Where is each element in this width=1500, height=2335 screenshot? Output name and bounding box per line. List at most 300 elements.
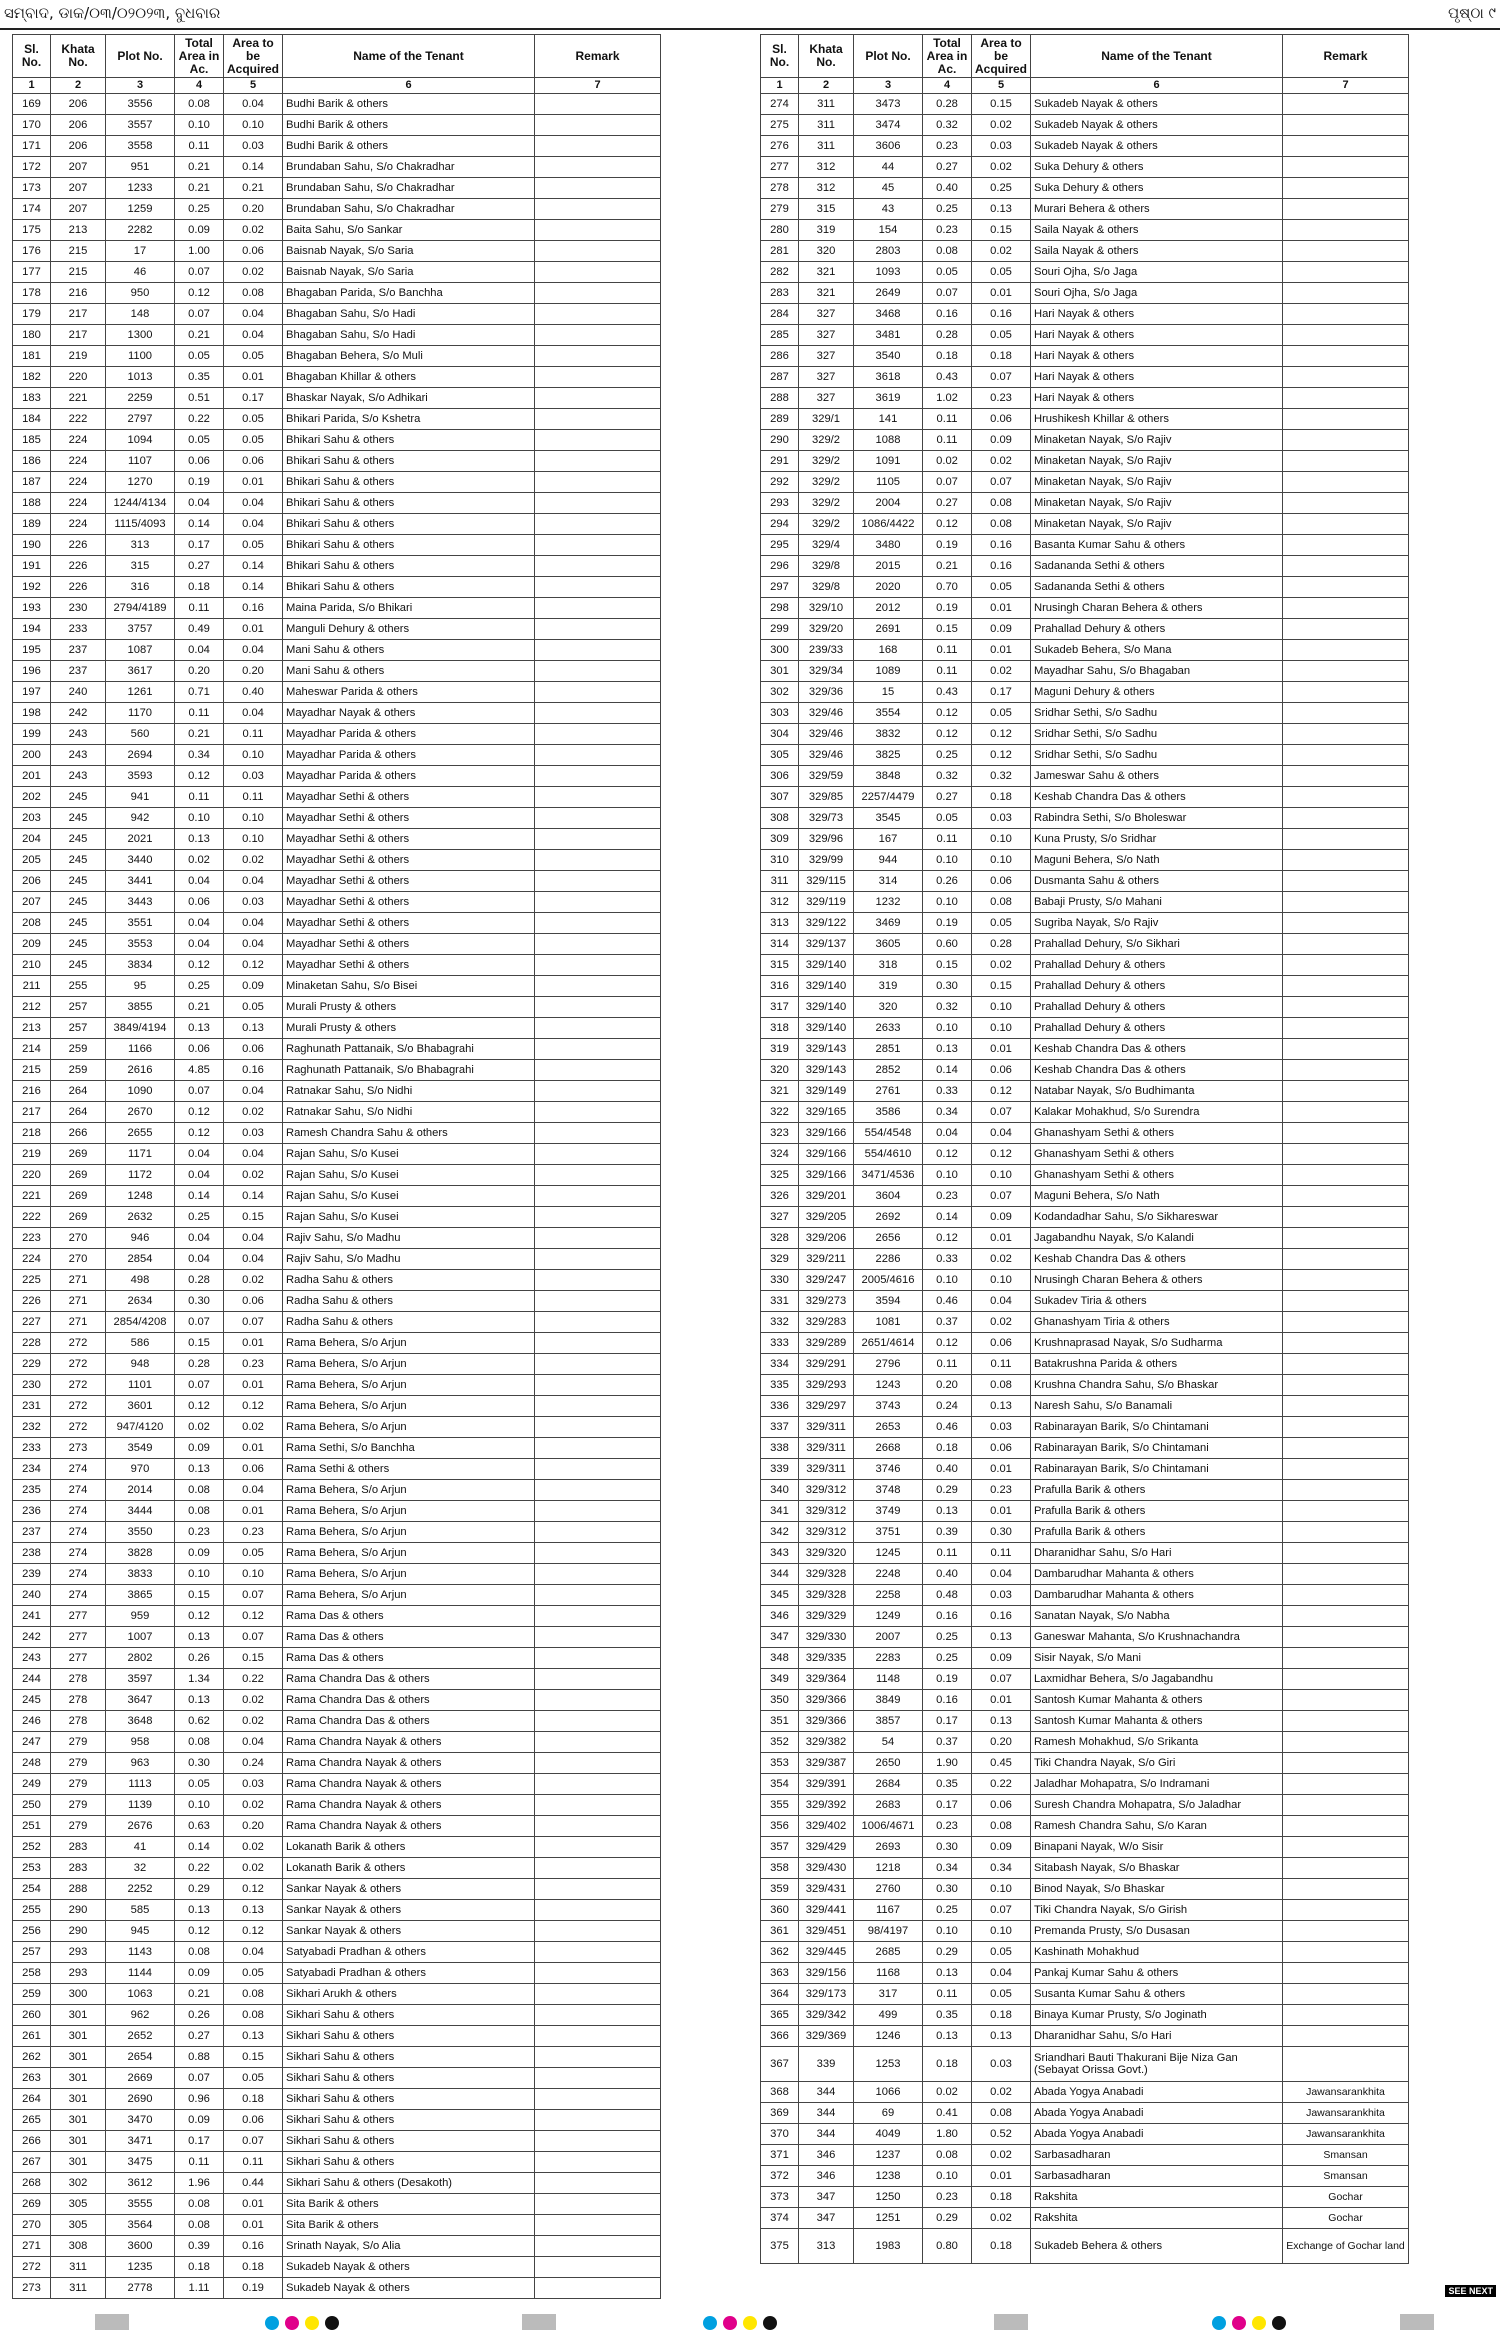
cell-plot-no: 98/4197 <box>854 1921 923 1942</box>
cell-plot-no: 3441 <box>106 871 175 892</box>
cell-khata-no: 329/382 <box>799 1732 854 1753</box>
table-row <box>761 1753 1409 1774</box>
cell-khata-no: 272 <box>51 1354 106 1375</box>
table-row <box>13 913 661 934</box>
cell-sl-no: 361 <box>761 1921 799 1942</box>
cell-plot-no: 1244/4134 <box>106 493 175 514</box>
cell-tenant-name: Rama Behera, S/o Arjun <box>283 1564 535 1585</box>
table-row <box>13 766 661 787</box>
cell-sl-no: 373 <box>761 2187 799 2208</box>
table-row <box>13 1270 661 1291</box>
cell-remark <box>1283 1270 1409 1291</box>
registration-grey-block <box>522 2314 556 2330</box>
cell-area-acquired: 0.13 <box>972 1627 1031 1648</box>
cell-area-acquired: 0.04 <box>224 1228 283 1249</box>
cell-khata-no: 329/96 <box>799 829 854 850</box>
cell-tenant-name: Budhi Barik & others <box>283 136 535 157</box>
cell-plot-no: 1013 <box>106 367 175 388</box>
cell-sl-no: 340 <box>761 1480 799 1501</box>
cell-total-area: 0.12 <box>175 1102 224 1123</box>
cell-tenant-name: Susanta Kumar Sahu & others <box>1031 1984 1283 2005</box>
cell-remark <box>535 997 661 1018</box>
cell-remark <box>535 850 661 871</box>
cell-sl-no: 341 <box>761 1501 799 1522</box>
cell-remark <box>535 157 661 178</box>
table-row <box>761 1795 1409 1816</box>
cell-total-area: 0.10 <box>175 1564 224 1585</box>
cell-plot-no: 3586 <box>854 1102 923 1123</box>
cell-total-area: 0.48 <box>923 1585 972 1606</box>
cell-plot-no: 3848 <box>854 766 923 787</box>
cell-area-acquired: 0.05 <box>224 1543 283 1564</box>
cell-khata-no: 329/273 <box>799 1291 854 1312</box>
cell-sl-no: 323 <box>761 1123 799 1144</box>
cell-plot-no: 2656 <box>854 1228 923 1249</box>
cell-sl-no: 369 <box>761 2103 799 2124</box>
cell-plot-no: 2778 <box>106 2278 175 2299</box>
cell-remark <box>535 829 661 850</box>
cell-khata-no: 329/173 <box>799 1984 854 2005</box>
table-row <box>761 1417 1409 1438</box>
cell-khata-no: 219 <box>51 346 106 367</box>
cell-sl-no: 240 <box>13 1585 51 1606</box>
cell-plot-no: 317 <box>854 1984 923 2005</box>
cell-area-acquired: 0.14 <box>224 1186 283 1207</box>
table-row <box>761 577 1409 598</box>
cell-sl-no: 269 <box>13 2194 51 2215</box>
cell-khata-no: 206 <box>51 94 106 115</box>
cell-sl-no: 292 <box>761 472 799 493</box>
cell-area-acquired: 0.02 <box>972 661 1031 682</box>
cell-total-area: 0.02 <box>923 451 972 472</box>
cell-sl-no: 195 <box>13 640 51 661</box>
cell-total-area: 0.27 <box>923 157 972 178</box>
cell-plot-no: 1270 <box>106 472 175 493</box>
cell-plot-no: 1172 <box>106 1165 175 1186</box>
cell-area-acquired: 0.02 <box>972 955 1031 976</box>
cell-tenant-name: Nrusingh Charan Behera & others <box>1031 598 1283 619</box>
col-number: 4 <box>923 78 972 94</box>
cell-tenant-name: Mayadhar Sethi & others <box>283 850 535 871</box>
table-row <box>761 913 1409 934</box>
cell-area-acquired: 0.10 <box>972 829 1031 850</box>
cell-khata-no: 274 <box>51 1480 106 1501</box>
cell-plot-no: 1144 <box>106 1963 175 1984</box>
cell-khata-no: 221 <box>51 388 106 409</box>
cell-total-area: 0.25 <box>175 199 224 220</box>
cell-area-acquired: 0.02 <box>224 1417 283 1438</box>
cell-tenant-name: Hari Nayak & others <box>1031 367 1283 388</box>
cell-total-area: 0.04 <box>175 493 224 514</box>
cell-plot-no: 944 <box>854 850 923 871</box>
cell-sl-no: 213 <box>13 1018 51 1039</box>
cell-sl-no: 336 <box>761 1396 799 1417</box>
cell-total-area: 0.27 <box>923 493 972 514</box>
cell-tenant-name: Souri Ojha, S/o Jaga <box>1031 262 1283 283</box>
table-row <box>13 955 661 976</box>
table-row <box>761 1564 1409 1585</box>
cell-plot-no: 2655 <box>106 1123 175 1144</box>
cell-tenant-name: Rama Behera, S/o Arjun <box>283 1417 535 1438</box>
cell-tenant-name: Sikhari Sahu & others <box>283 2152 535 2173</box>
cell-remark <box>1283 2047 1409 2082</box>
cell-tenant-name: Prafulla Barik & others <box>1031 1480 1283 1501</box>
right-table-body <box>761 94 1409 2264</box>
cell-khata-no: 329/2 <box>799 493 854 514</box>
cell-area-acquired: 0.01 <box>972 283 1031 304</box>
cell-area-acquired: 0.13 <box>224 2026 283 2047</box>
cell-total-area: 0.28 <box>923 94 972 115</box>
cell-tenant-name: Bhikari Sahu & others <box>283 577 535 598</box>
cell-sl-no: 344 <box>761 1564 799 1585</box>
cell-tenant-name: Dharanidhar Sahu, S/o Hari <box>1031 1543 1283 1564</box>
cell-total-area: 0.16 <box>923 304 972 325</box>
cell-remark <box>1283 346 1409 367</box>
cell-khata-no: 207 <box>51 199 106 220</box>
table-row <box>761 2145 1409 2166</box>
cell-tenant-name: Radha Sahu & others <box>283 1270 535 1291</box>
cell-total-area: 0.04 <box>175 913 224 934</box>
cell-tenant-name: Prahallad Dehury & others <box>1031 619 1283 640</box>
cell-plot-no: 1168 <box>854 1963 923 1984</box>
cell-plot-no: 2669 <box>106 2068 175 2089</box>
cell-khata-no: 329/329 <box>799 1606 854 1627</box>
table-row <box>761 871 1409 892</box>
cell-remark <box>535 1501 661 1522</box>
cell-total-area: 0.08 <box>175 1480 224 1501</box>
cell-khata-no: 301 <box>51 2131 106 2152</box>
cell-khata-no: 270 <box>51 1228 106 1249</box>
cell-plot-no: 1081 <box>854 1312 923 1333</box>
table-row <box>13 1060 661 1081</box>
cell-remark <box>1283 997 1409 1018</box>
cell-remark <box>535 976 661 997</box>
cell-remark <box>535 2257 661 2278</box>
cell-sl-no: 227 <box>13 1312 51 1333</box>
cell-total-area: 0.96 <box>175 2089 224 2110</box>
cell-remark <box>535 136 661 157</box>
cell-remark: Exchange of Gochar land <box>1283 2229 1409 2264</box>
cell-area-acquired: 0.03 <box>224 1123 283 1144</box>
cell-tenant-name: Rakshita <box>1031 2208 1283 2229</box>
cell-area-acquired: 0.06 <box>224 1291 283 1312</box>
cell-remark <box>1283 1648 1409 1669</box>
table-row <box>761 2082 1409 2103</box>
cell-sl-no: 212 <box>13 997 51 1018</box>
cell-sl-no: 273 <box>13 2278 51 2299</box>
cell-khata-no: 245 <box>51 913 106 934</box>
cell-remark <box>535 556 661 577</box>
cell-area-acquired: 0.13 <box>224 1018 283 1039</box>
cell-sl-no: 197 <box>13 682 51 703</box>
cell-tenant-name: Budhi Barik & others <box>283 115 535 136</box>
cell-remark <box>535 2089 661 2110</box>
cell-remark <box>1283 1669 1409 1690</box>
cell-sl-no: 365 <box>761 2005 799 2026</box>
cell-khata-no: 245 <box>51 934 106 955</box>
cell-tenant-name: Rakshita <box>1031 2187 1283 2208</box>
cell-tenant-name: Sikhari Sahu & others <box>283 2131 535 2152</box>
cell-total-area: 0.07 <box>923 472 972 493</box>
table-row <box>761 1207 1409 1228</box>
cell-area-acquired: 0.21 <box>224 178 283 199</box>
cell-khata-no: 305 <box>51 2215 106 2236</box>
cell-khata-no: 279 <box>51 1753 106 1774</box>
cell-area-acquired: 0.03 <box>224 892 283 913</box>
cell-plot-no: 2257/4479 <box>854 787 923 808</box>
table-row <box>761 745 1409 766</box>
cell-sl-no: 241 <box>13 1606 51 1627</box>
cell-khata-no: 329/441 <box>799 1900 854 1921</box>
cell-total-area: 0.18 <box>175 2257 224 2278</box>
cell-total-area: 0.35 <box>923 1774 972 1795</box>
cell-tenant-name: Naresh Sahu, S/o Banamali <box>1031 1396 1283 1417</box>
cell-remark <box>1283 682 1409 703</box>
cell-area-acquired: 0.03 <box>972 1417 1031 1438</box>
cell-area-acquired: 0.09 <box>972 430 1031 451</box>
cell-total-area: 0.11 <box>923 1354 972 1375</box>
cell-total-area: 0.09 <box>175 220 224 241</box>
cell-khata-no: 329/2 <box>799 514 854 535</box>
cell-plot-no: 947/4120 <box>106 1417 175 1438</box>
cell-plot-no: 942 <box>106 808 175 829</box>
col-header-tenant: Name of the Tenant <box>1031 35 1283 78</box>
cell-total-area: 0.02 <box>175 850 224 871</box>
cell-total-area: 0.25 <box>923 1627 972 1648</box>
cell-total-area: 0.08 <box>923 241 972 262</box>
cell-total-area: 0.10 <box>923 2166 972 2187</box>
cell-area-acquired: 0.22 <box>224 1669 283 1690</box>
cell-area-acquired: 0.01 <box>972 598 1031 619</box>
cell-plot-no: 69 <box>854 2103 923 2124</box>
cell-area-acquired: 0.03 <box>972 2047 1031 2082</box>
cell-tenant-name: Bhikari Sahu & others <box>283 430 535 451</box>
cell-area-acquired: 0.05 <box>224 409 283 430</box>
cell-khata-no: 329/297 <box>799 1396 854 1417</box>
cyan-dot <box>265 2316 279 2330</box>
cell-sl-no: 218 <box>13 1123 51 1144</box>
cell-sl-no: 224 <box>13 1249 51 1270</box>
cell-area-acquired: 0.08 <box>224 283 283 304</box>
cell-sl-no: 222 <box>13 1207 51 1228</box>
cell-plot-no: 314 <box>854 871 923 892</box>
cell-khata-no: 329/387 <box>799 1753 854 1774</box>
cell-total-area: 0.28 <box>175 1270 224 1291</box>
cell-plot-no: 2854 <box>106 1249 175 1270</box>
table-row <box>761 1039 1409 1060</box>
table-row <box>13 1627 661 1648</box>
cell-tenant-name: Bhagaban Parida, S/o Banchha <box>283 283 535 304</box>
table-row <box>761 1186 1409 1207</box>
cell-tenant-name: Sridhar Sethi, S/o Sadhu <box>1031 745 1283 766</box>
land-acquisition-table-right <box>760 34 1409 2264</box>
cell-plot-no: 2651/4614 <box>854 1333 923 1354</box>
cell-total-area: 0.32 <box>923 115 972 136</box>
cell-remark <box>535 1816 661 1837</box>
cell-remark <box>535 892 661 913</box>
header-row <box>13 35 661 78</box>
cell-sl-no: 268 <box>13 2173 51 2194</box>
cell-total-area: 0.39 <box>923 1522 972 1543</box>
cell-sl-no: 284 <box>761 304 799 325</box>
cell-total-area: 0.12 <box>175 766 224 787</box>
cell-plot-no: 1253 <box>854 2047 923 2082</box>
cell-total-area: 0.25 <box>175 976 224 997</box>
cell-khata-no: 329/46 <box>799 745 854 766</box>
cell-remark <box>1283 1690 1409 1711</box>
cell-tenant-name: Rama Chandra Das & others <box>283 1711 535 1732</box>
cell-plot-no: 1113 <box>106 1774 175 1795</box>
table-row <box>13 850 661 871</box>
cell-area-acquired: 0.02 <box>224 1795 283 1816</box>
cell-plot-no: 3743 <box>854 1396 923 1417</box>
cell-remark <box>1283 1942 1409 1963</box>
cell-remark <box>535 493 661 514</box>
cell-tenant-name: Rama Chandra Nayak & others <box>283 1816 535 1837</box>
cell-tenant-name: Prafulla Barik & others <box>1031 1501 1283 1522</box>
table-row <box>13 472 661 493</box>
cell-remark <box>1283 1144 1409 1165</box>
cell-total-area: 0.32 <box>923 766 972 787</box>
cell-remark: Smansan <box>1283 2145 1409 2166</box>
table-row <box>13 1963 661 1984</box>
cell-remark <box>1283 1900 1409 1921</box>
table-row <box>13 346 661 367</box>
cell-plot-no: 3564 <box>106 2215 175 2236</box>
cell-total-area: 0.23 <box>923 1816 972 1837</box>
cell-tenant-name: Rama Chandra Nayak & others <box>283 1774 535 1795</box>
cell-sl-no: 252 <box>13 1837 51 1858</box>
cell-area-acquired: 0.05 <box>972 262 1031 283</box>
table-row <box>761 115 1409 136</box>
cell-total-area: 0.23 <box>923 220 972 241</box>
table-row <box>761 1291 1409 1312</box>
table-row <box>13 1606 661 1627</box>
table-row <box>13 1102 661 1123</box>
cell-plot-no: 2283 <box>854 1648 923 1669</box>
cell-remark <box>1283 703 1409 724</box>
cell-khata-no: 329/34 <box>799 661 854 682</box>
cell-plot-no: 1167 <box>854 1900 923 1921</box>
cell-khata-no: 243 <box>51 766 106 787</box>
cmyk-color-dots <box>1212 2316 1292 2335</box>
cell-area-acquired: 0.23 <box>972 1480 1031 1501</box>
cell-khata-no: 329/311 <box>799 1459 854 1480</box>
cell-khata-no: 327 <box>799 325 854 346</box>
cell-total-area: 0.08 <box>175 94 224 115</box>
table-row <box>13 1186 661 1207</box>
cell-remark <box>535 955 661 976</box>
cell-khata-no: 329/140 <box>799 1018 854 1039</box>
cell-khata-no: 329/312 <box>799 1522 854 1543</box>
cell-tenant-name: Mayadhar Sethi & others <box>283 787 535 808</box>
table-row <box>761 1648 1409 1669</box>
col-number: 3 <box>854 78 923 94</box>
cell-sl-no: 291 <box>761 451 799 472</box>
cell-total-area: 0.10 <box>923 1921 972 1942</box>
cell-remark <box>1283 1816 1409 1837</box>
cell-area-acquired: 0.13 <box>972 1711 1031 1732</box>
cell-khata-no: 319 <box>799 220 854 241</box>
table-row <box>13 1228 661 1249</box>
cell-area-acquired: 0.16 <box>972 304 1031 325</box>
cell-remark <box>1283 1438 1409 1459</box>
cell-area-acquired: 0.10 <box>972 997 1031 1018</box>
cell-area-acquired: 0.13 <box>224 1900 283 1921</box>
cell-total-area: 0.10 <box>923 1018 972 1039</box>
cell-remark <box>535 94 661 115</box>
cell-tenant-name: Mayadhar Nayak & others <box>283 703 535 724</box>
table-row <box>761 178 1409 199</box>
cell-area-acquired: 0.04 <box>224 94 283 115</box>
cell-khata-no: 329/119 <box>799 892 854 913</box>
cell-sl-no: 324 <box>761 1144 799 1165</box>
cell-sl-no: 317 <box>761 997 799 1018</box>
col-header-khata: Khata No. <box>51 35 106 78</box>
cell-sl-no: 331 <box>761 1291 799 1312</box>
cell-sl-no: 289 <box>761 409 799 430</box>
cell-khata-no: 283 <box>51 1837 106 1858</box>
cell-sl-no: 299 <box>761 619 799 640</box>
cell-plot-no: 1087 <box>106 640 175 661</box>
cell-total-area: 0.12 <box>923 514 972 535</box>
cell-plot-no: 1171 <box>106 1144 175 1165</box>
cell-area-acquired: 0.11 <box>972 1354 1031 1375</box>
cell-sl-no: 322 <box>761 1102 799 1123</box>
cell-area-acquired: 0.07 <box>972 472 1031 493</box>
cell-total-area: 0.19 <box>923 1669 972 1690</box>
cell-tenant-name: Bhikari Sahu & others <box>283 472 535 493</box>
cell-khata-no: 329/364 <box>799 1669 854 1690</box>
cell-area-acquired: 0.02 <box>972 451 1031 472</box>
cell-tenant-name: Krushnaprasad Nayak, S/o Sudharma <box>1031 1333 1283 1354</box>
cell-khata-no: 230 <box>51 598 106 619</box>
cell-total-area: 0.04 <box>175 1144 224 1165</box>
cell-total-area: 0.27 <box>175 2026 224 2047</box>
cell-plot-no: 316 <box>106 577 175 598</box>
cell-tenant-name: Baita Sahu, S/o Sankar <box>283 220 535 241</box>
cell-area-acquired: 0.02 <box>224 1270 283 1291</box>
cell-remark <box>1283 367 1409 388</box>
cell-plot-no: 2258 <box>854 1585 923 1606</box>
cell-area-acquired: 0.02 <box>224 262 283 283</box>
cell-remark <box>535 262 661 283</box>
cell-area-acquired: 0.01 <box>224 619 283 640</box>
cell-total-area: 0.11 <box>175 703 224 724</box>
cell-sl-no: 364 <box>761 1984 799 2005</box>
cell-remark <box>535 1795 661 1816</box>
cell-tenant-name: Keshab Chandra Das & others <box>1031 1060 1283 1081</box>
cell-sl-no: 267 <box>13 2152 51 2173</box>
cell-khata-no: 313 <box>799 2229 854 2264</box>
cell-plot-no: 958 <box>106 1732 175 1753</box>
cell-tenant-name: Maina Parida, S/o Bhikari <box>283 598 535 619</box>
cell-khata-no: 329/143 <box>799 1039 854 1060</box>
cell-sl-no: 368 <box>761 2082 799 2103</box>
table-row <box>761 535 1409 556</box>
cell-remark <box>1283 1543 1409 1564</box>
cell-total-area: 1.80 <box>923 2124 972 2145</box>
cell-tenant-name: Ramesh Mohakhud, S/o Srikanta <box>1031 1732 1283 1753</box>
cell-plot-no: 1246 <box>854 2026 923 2047</box>
cell-remark <box>535 1375 661 1396</box>
cell-total-area: 0.39 <box>175 2236 224 2257</box>
cell-total-area: 0.16 <box>923 1606 972 1627</box>
cell-tenant-name: Minaketan Nayak, S/o Rajiv <box>1031 451 1283 472</box>
cell-total-area: 0.29 <box>923 1942 972 1963</box>
cell-plot-no: 1091 <box>854 451 923 472</box>
cell-sl-no: 256 <box>13 1921 51 1942</box>
